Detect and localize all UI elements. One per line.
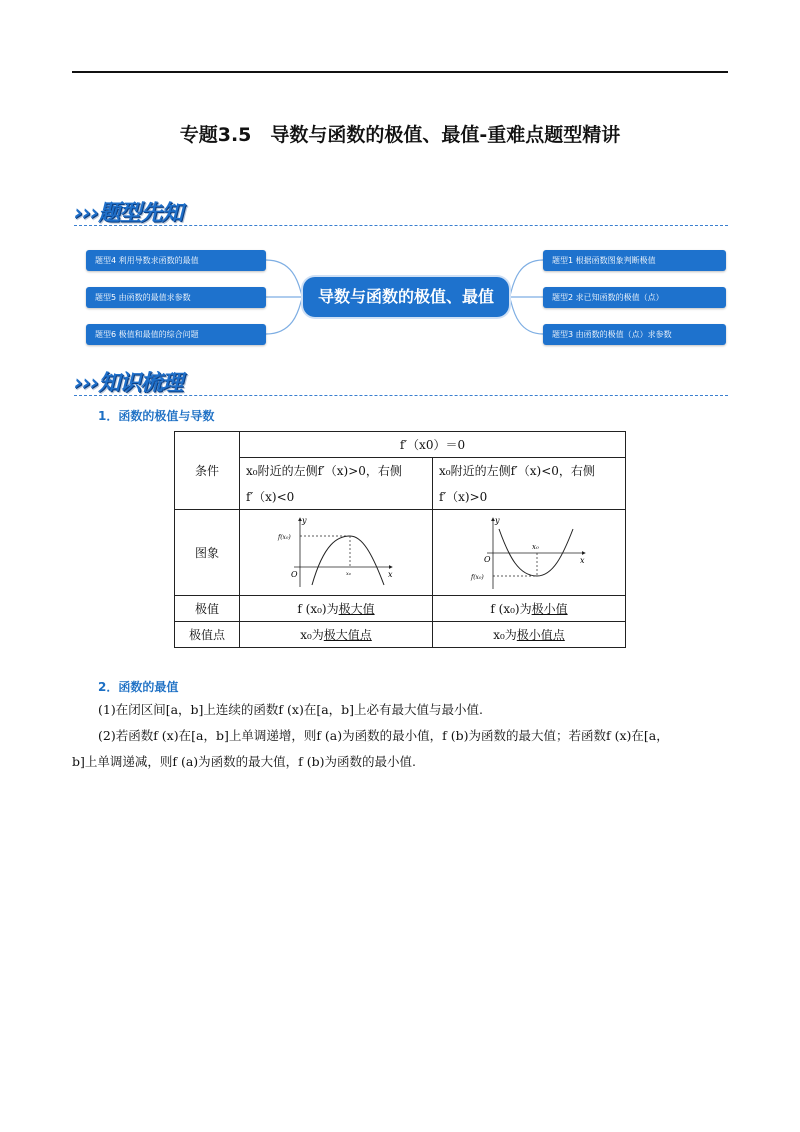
- table-header: f′（x0）＝0: [240, 432, 626, 458]
- table-row: [175, 458, 626, 484]
- table-row: [175, 432, 626, 458]
- mindmap-node-type2[interactable]: 题型2 求已知函数的极值（点）: [543, 287, 726, 308]
- section-banner-label: 题型先知: [98, 201, 183, 226]
- section-divider: [74, 395, 728, 396]
- table-row: [175, 596, 626, 622]
- min-curve: [499, 529, 573, 576]
- section-banner-knowledge: [74, 366, 728, 396]
- subheading-maxmin: 2．函数的最值: [98, 680, 179, 694]
- condition-min-b: f′（x)>0: [433, 484, 626, 510]
- row-label-value: 极值: [175, 596, 240, 622]
- mindmap-center-node[interactable]: 导数与函数的极值、最值: [303, 277, 509, 317]
- row-label-condition: 条件: [175, 432, 240, 510]
- section-banner-text: ›››知识梳理: [74, 371, 183, 396]
- value-max-cell: [240, 596, 433, 622]
- table-row: [175, 510, 626, 596]
- y-label: y: [495, 515, 500, 525]
- origin-label: O: [291, 569, 298, 579]
- page-title: 专题3.5 导数与函数的极值、最值-重难点题型精讲: [179, 124, 621, 146]
- point-min-prefix: x₀为: [493, 628, 517, 642]
- max-curve: [312, 536, 384, 585]
- mindmap-node-type3[interactable]: 题型3 由函数的极值（点）求参数: [543, 324, 726, 345]
- x0-label: x₀: [532, 542, 539, 551]
- point-min-cell: [433, 622, 626, 648]
- table-row: [175, 484, 626, 510]
- fx0-label: f(x₀): [471, 573, 484, 581]
- mindmap-node-type5[interactable]: 题型5 由函数的最值求参数: [86, 287, 266, 308]
- section-banner-label: 知识梳理: [98, 371, 183, 396]
- subheading-extrema: 1．函数的极值与导数: [98, 409, 215, 423]
- value-max-term: 极大值: [338, 602, 375, 616]
- mindmap-node-type6[interactable]: 题型6 极值和最值的综合问题: [86, 324, 266, 345]
- point-max-cell: [240, 622, 433, 648]
- value-min-cell: [433, 596, 626, 622]
- point-max-prefix: x₀为: [300, 628, 324, 642]
- table-row: [175, 622, 626, 648]
- section-banner-text: ›››题型先知: [74, 201, 183, 226]
- paragraph-2b: b]上单调递减，则f (a)为函数的最大值，f (b)为函数的最小值.: [72, 754, 417, 769]
- graph-max-cell: [240, 510, 433, 596]
- row-label-point: 极值点: [175, 622, 240, 648]
- extrema-table: [174, 431, 626, 648]
- point-max-term: 极大值点: [323, 628, 372, 642]
- mindmap-node-type1[interactable]: 题型1 根据函数图象判断极值: [543, 250, 726, 271]
- value-min-term: 极小值: [531, 602, 568, 616]
- minimum-graph: [469, 515, 589, 591]
- condition-max-a: x₀附近的左侧f′（x)>0，右侧: [240, 458, 433, 484]
- condition-max-b: f′（x)<0: [240, 484, 433, 510]
- mindmap-node-type4[interactable]: 题型4 利用导数求函数的最值: [86, 250, 266, 271]
- origin-label: O: [484, 554, 491, 564]
- paragraph-1: (1)在闭区间[a，b]上连续的函数f (x)在[a，b]上必有最大值与最小值.: [98, 702, 483, 717]
- y-label: y: [302, 515, 307, 525]
- x-label: x: [580, 555, 585, 565]
- x-label: x: [388, 569, 393, 579]
- value-max-prefix: f (x₀)为: [297, 602, 339, 616]
- x0-label: x₀: [346, 570, 351, 577]
- paragraph-2a: (2)若函数f (x)在[a，b]上单调递增，则f (a)为函数的最小值，f (b)为函数的最大值；若函数f (x)在[a，: [98, 728, 669, 743]
- graph-min-cell: [433, 510, 626, 596]
- fx0-label: f(x₀): [278, 533, 291, 541]
- maximum-graph: [276, 515, 396, 591]
- point-min-term: 极小值点: [516, 628, 565, 642]
- row-label-graph: 图象: [175, 510, 240, 596]
- condition-min-a: x₀附近的左侧f′（x)<0，右侧: [433, 458, 626, 484]
- value-min-prefix: f (x₀)为: [490, 602, 532, 616]
